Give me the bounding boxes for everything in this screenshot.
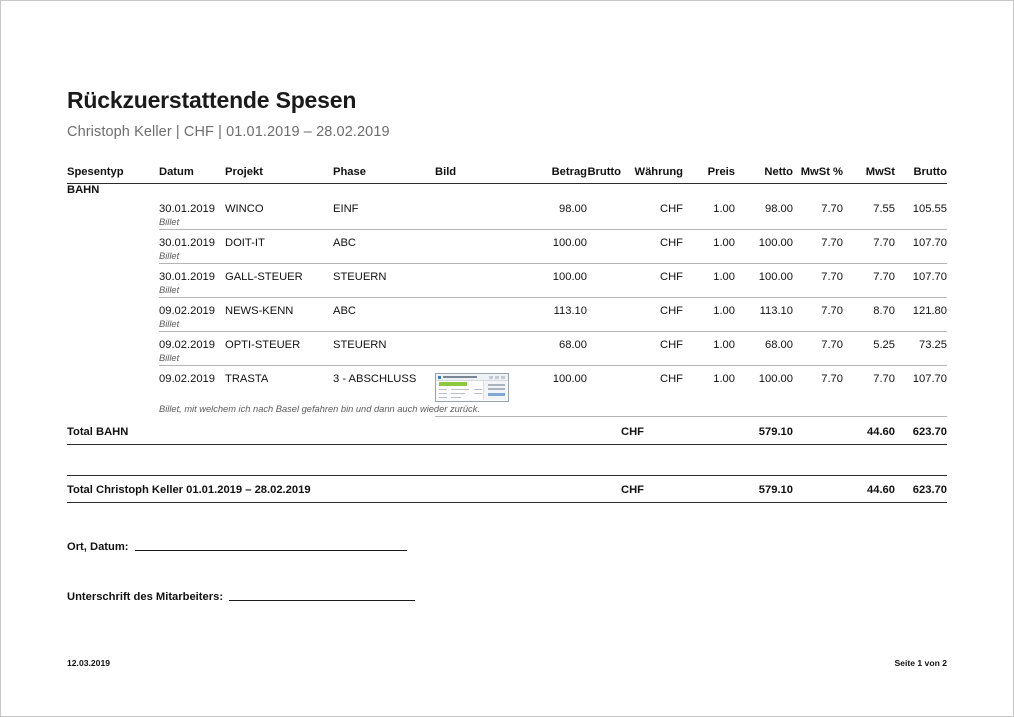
cell-projekt: TRASTA [225,366,333,403]
cell-waehrung: CHF [621,332,683,352]
thumb-row-line [439,389,447,390]
cell-mwst-pct: 7.70 [793,366,843,403]
cell-bild [435,298,523,318]
cell-bild [435,366,523,403]
table-row [67,298,947,318]
cell-waehrung: CHF [621,298,683,318]
thumb-row-line [474,393,482,394]
total-grand-waehrung: CHF [621,484,644,496]
total-grand-brutto: 623.70 [912,484,947,496]
cell-brutto: 107.70 [895,264,947,284]
thumb-minimize-control [489,376,493,379]
cell-projekt: DOIT-IT [225,230,333,250]
total-group-netto: 579.10 [735,417,793,445]
col-mwst: MwSt [865,166,895,178]
table-row [67,230,947,250]
cell-waehrung: CHF [621,264,683,284]
col-preis: Preis [707,166,735,178]
thumb-accent-bar [439,382,467,386]
cell-spesentyp [67,332,159,352]
thumb-row-line [439,397,447,398]
cell-netto: 113.10 [735,298,793,318]
cell-mwst: 7.70 [843,264,895,284]
table-row [67,332,947,352]
table-body [67,184,947,197]
spacer-cell [67,445,947,476]
total-group-waehrung: CHF [621,417,683,445]
total-grand-label: Total Christoph Keller 01.01.2019 – 28.02.2019 [67,484,311,496]
total-group-pad-6 [587,417,621,445]
cell-brutto: 107.70 [895,366,947,403]
total-group-brutto: 623.70 [895,417,947,445]
cell-bild [435,332,523,352]
col-bild: Bild [435,166,457,178]
note-text: Billet, mit welchem ich nach Basel gefahren bin und dann auch wieder zurück. [159,404,480,414]
cell-betrag: 68.00 [523,332,587,352]
thumb-maximize-control [495,376,499,379]
thumb-row-line [451,393,465,394]
note-pad [67,215,159,230]
group-label-bahn: BAHN [67,184,100,196]
cell-spesentyp [67,196,159,215]
table-row-note [67,283,947,298]
rule-below-grand-total [67,503,947,504]
cell-phase: 3 - ABSCHLUSS [333,366,435,403]
total-group-label: Total BAHN [67,425,129,438]
unterschrift-label: Unterschrift des Mitarbeiters: [67,591,224,603]
cell-projekt: OPTI-STEUER [225,332,333,352]
cell-datum: 30.01.2019 [159,264,225,284]
col-waehrung: Währung [634,166,683,178]
page-subtitle: Christoph Keller | CHF | 01.01.2019 – 28.02.2019 [67,124,390,140]
note-pad [67,351,159,366]
page-title: Rückzuerstattende Spesen [67,87,357,113]
cell-betrag: 113.10 [523,298,587,318]
col-phase: Phase [333,166,366,178]
note-text: Billet [159,217,180,227]
total-group-pad-8 [793,417,843,445]
total-grand-row [67,476,947,503]
footer-page-number: Seite 1 von 2 [894,658,947,668]
total-grand-mwst: 44.60 [867,484,895,496]
note-pad [67,317,159,332]
group-header-row [67,184,947,197]
table-header [67,166,947,184]
total-group-mwst: 44.60 [843,417,895,445]
total-grand-netto: 579.10 [758,484,793,496]
cell-brutto: 105.55 [912,203,947,215]
cell-brutto-flag [587,264,621,284]
thumb-panel-line [488,384,505,386]
table-row-note [67,215,947,230]
table-row-note [67,317,947,332]
total-group-pad-7 [683,417,735,445]
cell-mwst: 8.70 [843,298,895,318]
ort-datum-label: Ort, Datum: [67,541,129,553]
col-mwst-pct: MwSt % [800,166,843,178]
cell-mwst-pct: 7.70 [793,230,843,250]
cell-mwst-pct: 7.70 [793,332,843,352]
totals-spacer [67,445,947,476]
cell-bild [435,196,523,215]
total-group-pad-4 [435,417,523,445]
cell-projekt: NEWS-KENN [225,298,333,318]
table-row [67,196,947,215]
table-row [67,264,947,284]
unterschrift-line[interactable] [229,590,415,601]
footer-date: 12.03.2019 [67,658,111,668]
note-text: Billet [159,319,180,329]
receipt-thumbnail-image[interactable] [435,373,509,402]
thumb-row-line [474,389,482,390]
cell-betrag: 100.00 [523,366,587,403]
col-brutto: Brutto [913,166,947,178]
table-rows-body [67,196,947,417]
thumb-row-line [451,397,461,398]
cell-preis: 1.00 [683,230,735,250]
col-netto: Netto [764,166,793,178]
cell-projekt: WINCO [225,203,264,215]
unterschrift-field [67,591,415,603]
rule-cell-3 [67,503,947,504]
cell-netto: 98.00 [765,203,793,215]
cell-brutto: 121.80 [895,298,947,318]
thumb-row-line [439,393,447,394]
cell-waehrung: CHF [621,366,683,403]
cell-brutto-flag [587,298,621,318]
cell-betrag: 100.00 [523,264,587,284]
cell-mwst: 7.55 [873,203,895,215]
note-pad [67,402,159,417]
table-row-note [67,351,947,366]
table-row-note [67,402,947,417]
cell-mwst-pct: 7.70 [793,298,843,318]
thumb-panel-line [488,388,505,390]
cell-datum: 30.01.2019 [159,203,215,215]
cell-mwst-pct: 7.70 [821,203,843,215]
cell-preis: 1.00 [713,203,735,215]
thumb-close-control [501,376,505,379]
cell-preis: 1.00 [683,332,735,352]
total-grand-pad-4 [683,476,735,503]
total-group-pad-1 [159,417,225,445]
cell-spesentyp [67,298,159,318]
note-text: Billet [159,285,180,295]
ort-datum-field [67,541,407,553]
cell-waehrung: CHF [660,203,683,215]
cell-brutto: 73.25 [895,332,947,352]
total-group-pad-3 [333,417,435,445]
table-header-row [67,166,947,184]
cell-datum: 09.02.2019 [159,366,225,403]
cell-preis: 1.00 [683,366,735,403]
total-grand-pad-2 [523,476,587,503]
thumb-app-icon [438,376,441,379]
cell-mwst: 7.70 [843,230,895,250]
cell-brutto: 107.70 [895,230,947,250]
cell-bild [435,264,523,284]
total-grand-pad-1 [435,476,523,503]
cell-datum: 09.02.2019 [159,332,225,352]
cell-phase: STEUERN [333,332,435,352]
col-spesentyp: Spesentyp [67,166,124,178]
cell-bild [435,230,523,250]
col-betrag: Betrag [551,166,587,178]
cell-datum: 30.01.2019 [159,230,225,250]
cell-phase: ABC [333,298,435,318]
note-pad [67,283,159,298]
total-group-row [67,417,947,445]
cell-brutto-flag [587,196,621,215]
cell-phase: ABC [333,230,435,250]
cell-mwst: 5.25 [843,332,895,352]
cell-mwst: 7.70 [843,366,895,403]
cell-betrag: 100.00 [523,230,587,250]
cell-preis: 1.00 [683,298,735,318]
expenses-table [67,166,947,503]
table-row-note [67,249,947,264]
cell-netto: 100.00 [735,366,793,403]
cell-projekt: GALL-STEUER [225,264,333,284]
cell-netto: 68.00 [735,332,793,352]
cell-datum: 09.02.2019 [159,298,225,318]
page-content [67,1,947,716]
note-text: Billet [159,251,180,261]
total-grand-pad-3 [587,476,621,503]
cell-preis: 1.00 [683,264,735,284]
cell-brutto-flag [587,366,621,403]
cell-spesentyp [67,230,159,250]
col-brutto-flag: Brutto [587,166,621,178]
thumb-row-line [451,389,469,390]
ort-datum-line[interactable] [135,540,407,551]
cell-phase: STEUERN [333,264,435,284]
cell-brutto-flag [587,332,621,352]
cell-netto: 100.00 [735,264,793,284]
table-row [67,366,947,403]
total-grand-pad-5 [793,476,843,503]
page-footer [67,658,947,668]
cell-mwst-pct: 7.70 [793,264,843,284]
note-pad [67,249,159,264]
total-group-pad-5 [523,417,587,445]
note-text: Billet [159,353,180,363]
thumb-panel-highlight [488,393,505,396]
col-datum: Datum [159,166,194,178]
cell-spesentyp [67,264,159,284]
col-projekt: Projekt [225,166,263,178]
total-group-pad-2 [225,417,333,445]
cell-spesentyp [67,366,159,403]
thumb-title-text [443,376,477,378]
cell-betrag: 98.00 [559,203,587,215]
cell-waehrung: CHF [621,230,683,250]
cell-brutto-flag [587,230,621,250]
table-totals-body [67,417,947,504]
cell-phase: EINF [333,203,359,215]
cell-netto: 100.00 [735,230,793,250]
